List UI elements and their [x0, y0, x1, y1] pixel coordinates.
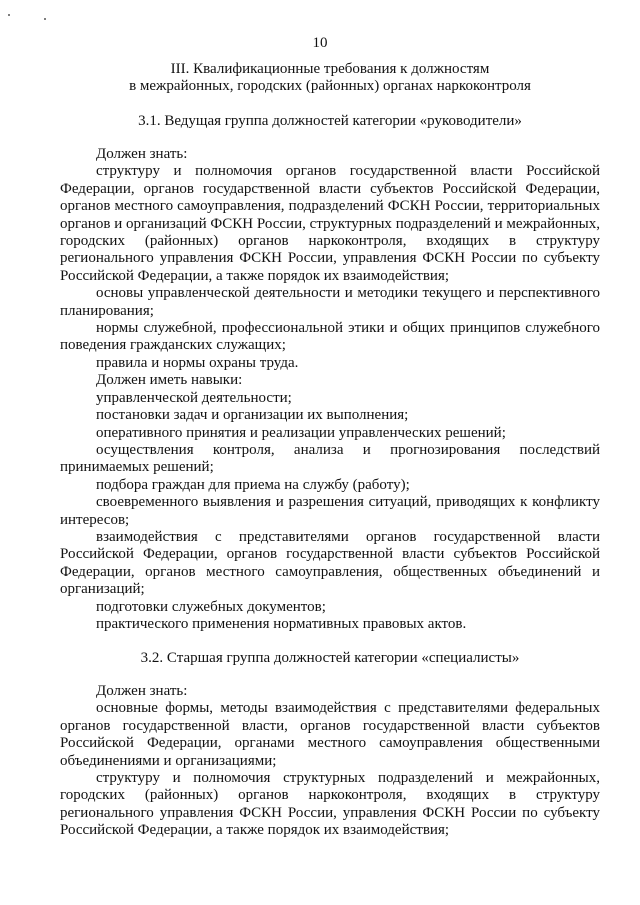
list-item: своевременного выявления и разрешения ситуаций, приводящих к конфликту интересов; [60, 494, 600, 528]
subsection-title-text: 3.2. Старшая группа должностей категории «специалисты» [140, 650, 520, 666]
list-item: взаимодействия с представителями органов государственной власти Российской Федерации, органов государственной власти субъектов Российской Федерации, органов местного самоуправления, общественных объединений и организаций; [60, 528, 600, 598]
list-item: подбора граждан для приема на службу (работу); [96, 476, 410, 493]
subsection-title [60, 650, 600, 667]
list-item: основы управленческой деятельности и методики текущего и перспективного планирования; [60, 285, 600, 319]
scan-artifact [44, 18, 46, 20]
list-item: основные формы, методы взаимодействия с представителями федеральных органов государственной власти, органов государственной власти субъектов Российской Федерации, органами местного самоуправления общественными объединениями и организациями; [60, 700, 600, 769]
list-item: структуру и полномочия структурных подразделений и межрайонных, городских (районных) органов наркоконтроля, входящих в структуру регионального управления ФСКН России, управления ФСКН России по субъекту Российской Федерации, а также порядок их взаимодействия; [60, 770, 600, 839]
list-item: правила и нормы охраны труда. [96, 354, 299, 371]
scan-artifact [8, 14, 10, 16]
list-item: постановки задач и организации их выполнения; [96, 407, 409, 424]
list-item: осуществления контроля, анализа и прогнозирования последствий принимаемых решений; [60, 441, 600, 476]
section-title [60, 61, 600, 95]
section-title-line: III. Квалификационные требования к должностям [170, 61, 490, 77]
list-item: подготовки служебных документов; [96, 598, 326, 615]
list-item: оперативного принятия и реализации управленческих решений; [96, 424, 506, 441]
list-heading: Должен знать: [96, 683, 188, 699]
list-heading: Должен иметь навыки: [96, 372, 243, 389]
subsection-title [60, 113, 600, 130]
list-item: структуру и полномочия органов государственной власти Российской Федерации, органов государственной власти субъектов Российской Федерации, органов местного самоуправления, подразделений ФСКН России, территориальных органов и организаций ФСКН России, структурных подразделений и межрайонных, городских (районных) органов наркоконтроля, входящих в структуру регионального управления ФСКН России, управления ФСКН России по субъекту Российской Федерации, а также порядок их взаимодействия; [60, 163, 600, 284]
list-item: нормы служебной, профессиональной этики и общих принципов служебного поведения гражданских служащих; [60, 320, 600, 354]
page-number: 10 [312, 35, 328, 51]
subsection-body [60, 146, 600, 633]
section-title-line: в межрайонных, городских (районных) органах наркоконтроля [129, 78, 531, 94]
list-item: управленческой деятельности; [96, 389, 292, 406]
list-heading: Должен знать: [96, 146, 188, 162]
list-item: практического применения нормативных правовых актов. [96, 615, 467, 632]
subsection-body [60, 683, 600, 840]
subsection-title-text: 3.1. Ведущая группа должностей категории «руководители» [138, 113, 522, 129]
